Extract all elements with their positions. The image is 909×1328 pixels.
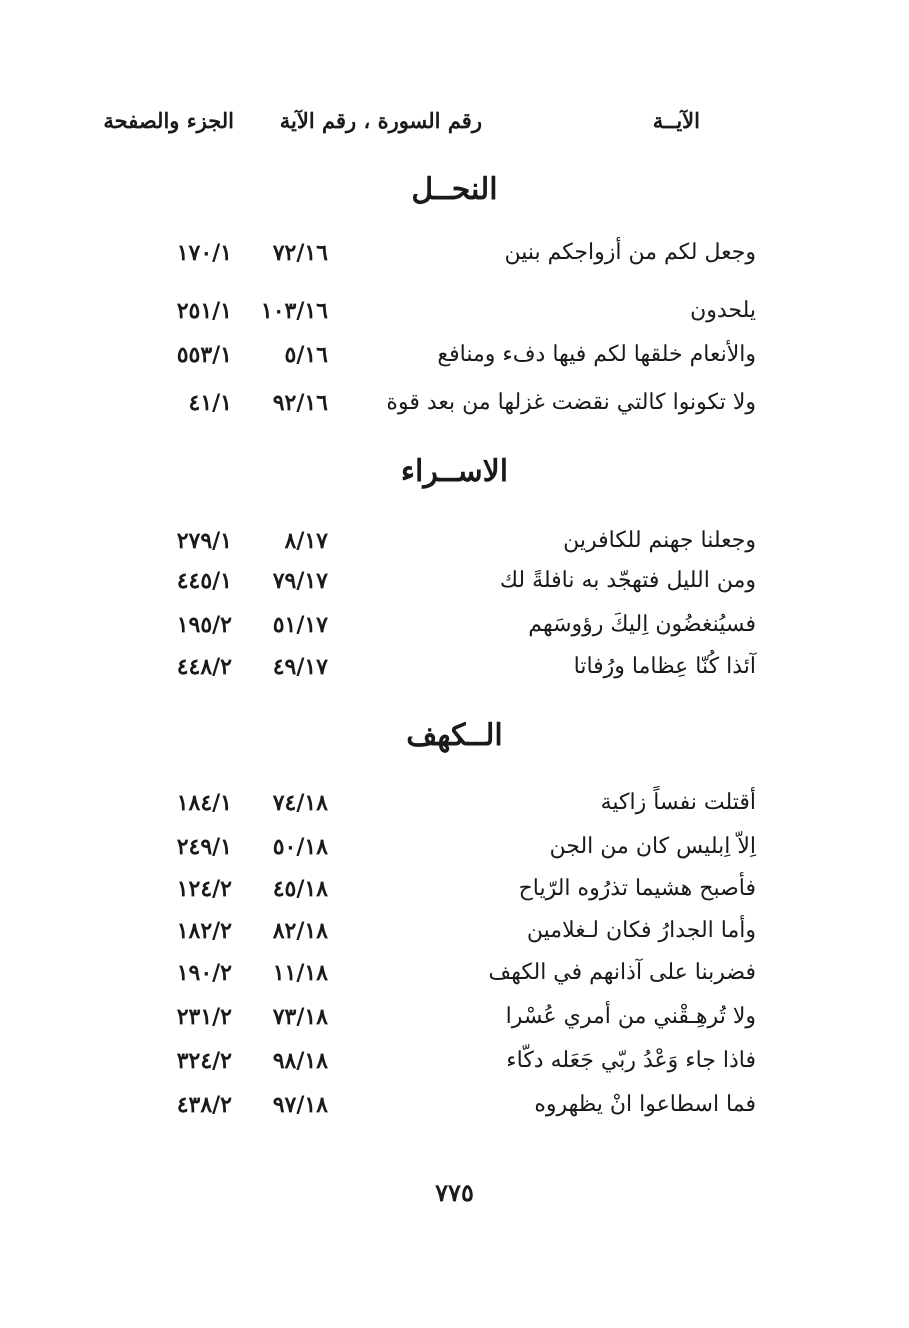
verse-text: اِلاّ اِبليس كان من الجن (549, 834, 756, 859)
verse-text: فاذا جاء وَعْدُ ربّي جَعَله دكّاء (506, 1048, 756, 1073)
surah-verse-ref: ٧٣/١٨ (272, 1004, 328, 1030)
surah-verse-ref: ٩٧/١٨ (272, 1092, 328, 1118)
part-page-ref: ٤٣٨/٢ (176, 1092, 232, 1118)
table-row (160, 1004, 756, 1044)
verse-text: أقتلت نفساً زاكية (600, 790, 756, 815)
part-page-ref: ١٨٢/٢ (176, 918, 232, 944)
table-row (160, 240, 756, 280)
surah-verse-ref: ٥/١٦ (284, 342, 328, 368)
table-row (160, 390, 756, 430)
verse-text: فأصبح هشيما تذرُوه الرّياح (518, 876, 756, 901)
part-page-ref: ٤٤٥/١ (176, 568, 232, 594)
surah-verse-ref: ٩٨/١٨ (272, 1048, 328, 1074)
verse-text: وجعل لكم من أزواجكم بنين (504, 240, 756, 265)
part-page-ref: ٤١/١ (188, 390, 232, 416)
part-page-ref: ٢٣١/٢ (176, 1004, 232, 1030)
section-title-kahf: الــكهف (406, 718, 503, 753)
table-row (160, 612, 756, 652)
verse-text: ولا تكونوا كالتي نقضت غزلها من بعد قوة (386, 390, 756, 415)
surah-verse-ref: ٨٢/١٨ (272, 918, 328, 944)
table-row (160, 654, 756, 694)
part-page-ref: ١٧٠/١ (176, 240, 232, 266)
verse-text: فضربنا على آذانهم في الكهف (488, 960, 756, 985)
verse-text: فسيُنغضُون اِليكَ رؤوسَهم (528, 612, 756, 637)
part-page-ref: ٥٥٣/١ (176, 342, 232, 368)
table-row (160, 298, 756, 338)
surah-verse-ref: ١٠٣/١٦ (260, 298, 328, 324)
table-row (160, 528, 756, 568)
table-row (160, 1048, 756, 1088)
part-page-ref: ١٨٤/١ (176, 790, 232, 816)
verse-text: فما اسطاعوا انْ يظهروه (534, 1092, 756, 1117)
surah-verse-ref: ٤٩/١٧ (272, 654, 328, 680)
header-surah-verse-label: رقم السورة ، رقم الآية (279, 108, 482, 133)
header-part-page-label: الجزء والصفحة (103, 108, 234, 133)
surah-verse-ref: ٩٢/١٦ (272, 390, 328, 416)
verse-text: وأما الجدارُ فكان لـغلامين (526, 918, 756, 943)
page-number: ٧٧٥ (435, 1178, 474, 1207)
table-row (160, 876, 756, 916)
table-row (160, 790, 756, 830)
section-title-nahl: النحــل (411, 172, 498, 207)
part-page-ref: ٣٢٤/٢ (176, 1048, 232, 1074)
surah-verse-ref: ٧٩/١٧ (272, 568, 328, 594)
verse-text: وجعلنا جهنم للكافرين (563, 528, 756, 553)
surah-verse-ref: ٨/١٧ (284, 528, 328, 554)
surah-verse-ref: ٥١/١٧ (272, 612, 328, 638)
surah-verse-ref: ٧٢/١٦ (272, 240, 328, 266)
verse-text: آئذا كُنّا عِظاما ورُفاتا (573, 654, 756, 679)
part-page-ref: ٤٤٨/٢ (176, 654, 232, 680)
part-page-ref: ٢٧٩/١ (176, 528, 232, 554)
part-page-ref: ١٩٠/٢ (176, 960, 232, 986)
table-row (160, 342, 756, 382)
header-verse-label: الآيــة (652, 108, 700, 133)
surah-verse-ref: ٤٥/١٨ (272, 876, 328, 902)
surah-verse-ref: ٥٠/١٨ (272, 834, 328, 860)
part-page-ref: ٢٥١/١ (176, 298, 232, 324)
verse-text: ولا تُرهِـقْني من أمري عُسْرا (505, 1004, 756, 1029)
column-header (96, 108, 700, 148)
table-row (160, 1092, 756, 1132)
part-page-ref: ١٩٥/٢ (176, 612, 232, 638)
table-row (160, 568, 756, 608)
table-row (160, 918, 756, 958)
verse-text: والأنعام خلقها لكم فيها دفء ومنافع (437, 342, 756, 367)
surah-verse-ref: ٧٤/١٨ (272, 790, 328, 816)
table-row (160, 960, 756, 1000)
verse-text: يلحدون (690, 298, 756, 323)
part-page-ref: ١٢٤/٢ (176, 876, 232, 902)
part-page-ref: ٢٤٩/١ (176, 834, 232, 860)
table-row (160, 834, 756, 874)
section-title-isra: الاســراء (400, 454, 509, 489)
verse-text: ومن الليل فتهجّد به نافلةً لك (499, 568, 756, 593)
surah-verse-ref: ١١/١٨ (272, 960, 328, 986)
